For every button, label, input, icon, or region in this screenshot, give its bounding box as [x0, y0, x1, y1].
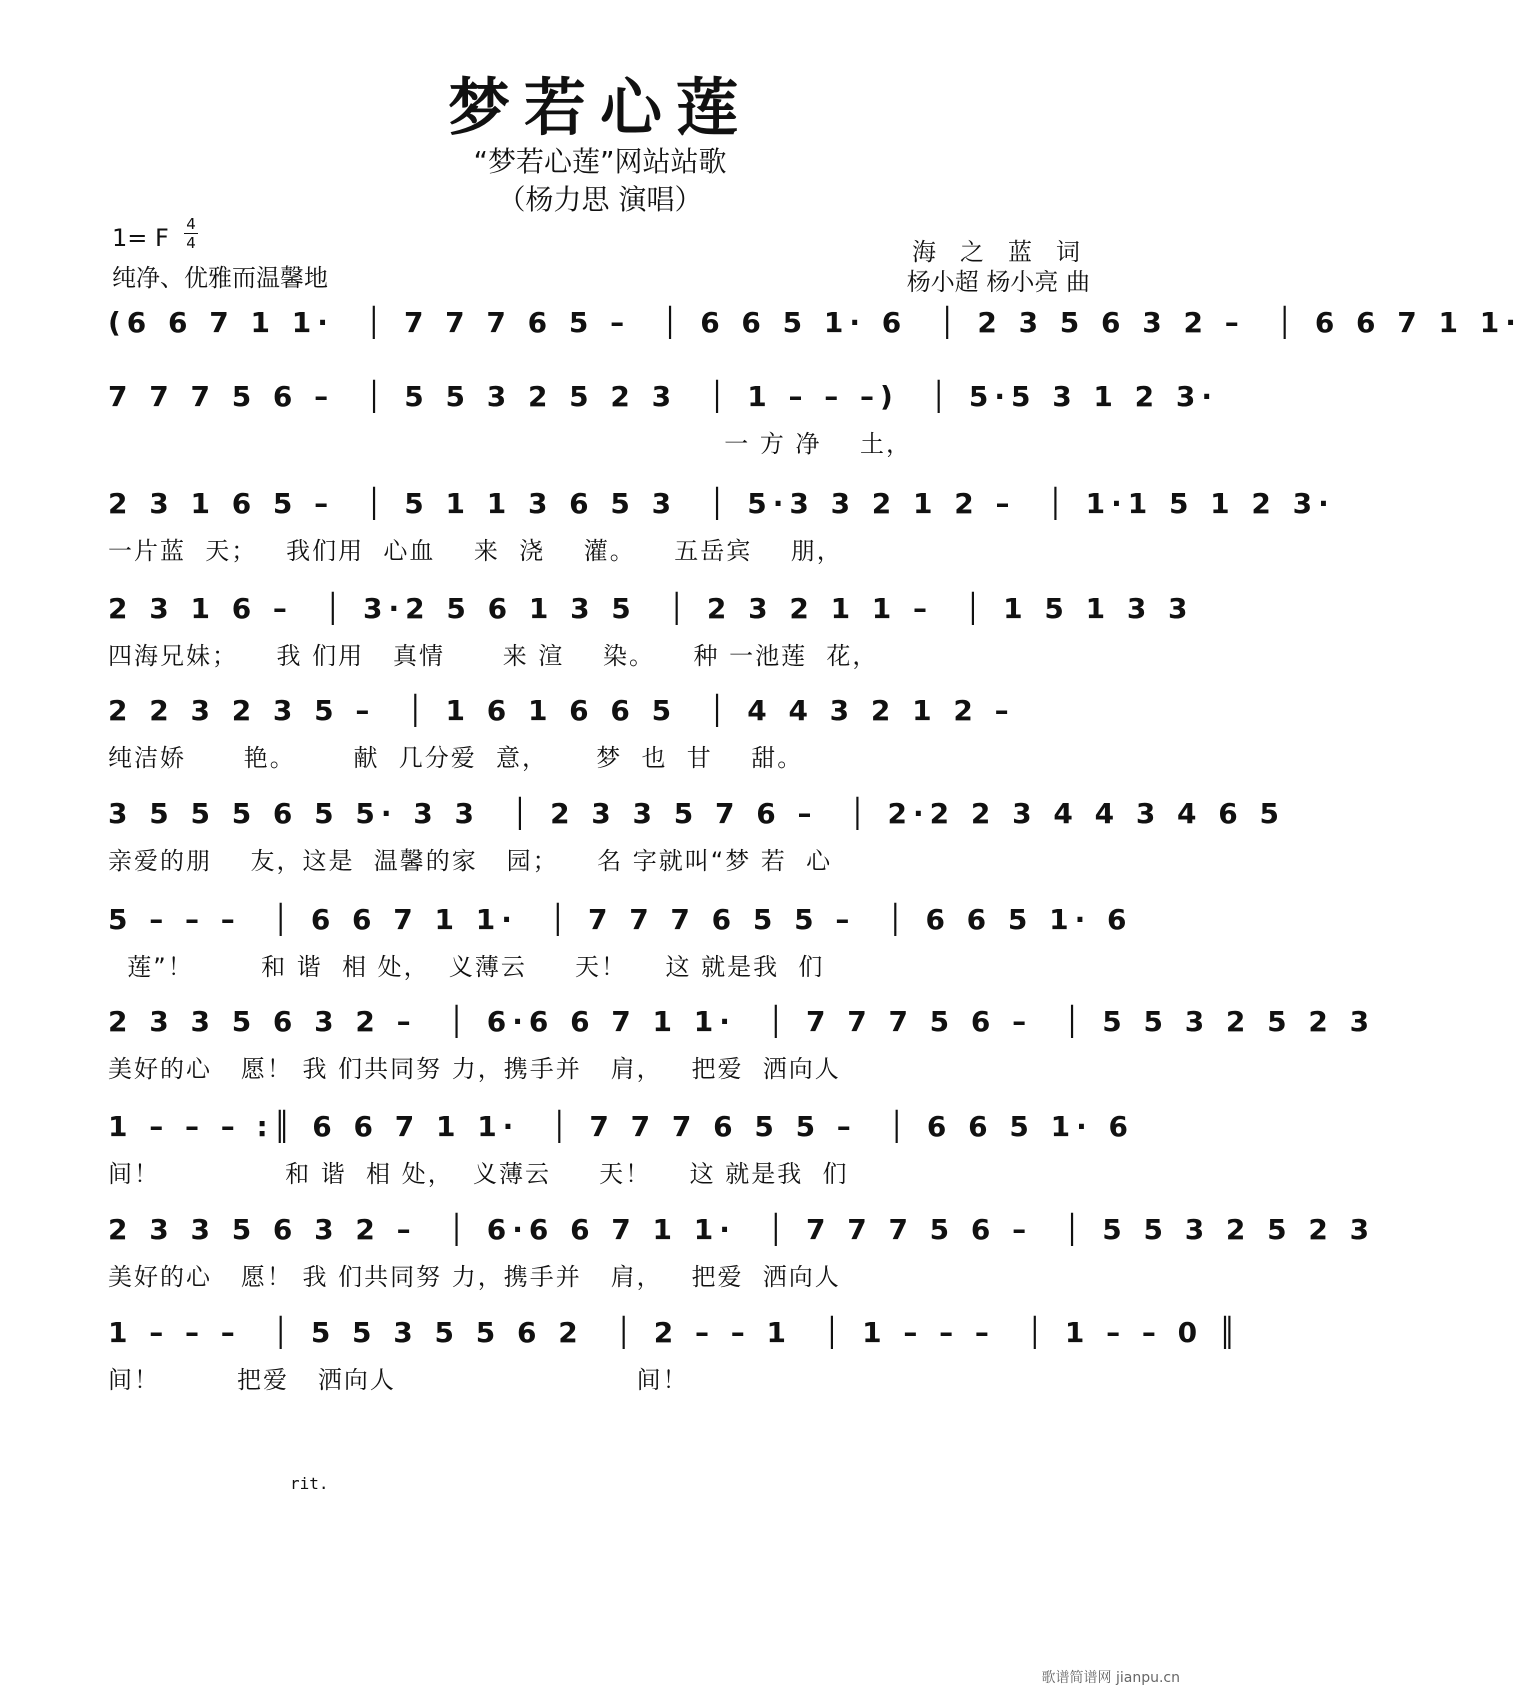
score-line: [108, 1005, 1376, 1083]
notes-row: 2 3 3 5 6 3 2 – │ 6·6 6 7 1 1· │ 7 7 7 5 6 – │ 5 5 3 2 5 2 3: [108, 1213, 1376, 1246]
time-bottom: 4: [186, 234, 196, 252]
notes-row: 5 – – – │ 6 6 7 1 1· │ 7 7 7 6 5 5 – │ 6 6 5 1· 6: [108, 903, 1133, 936]
score-line: [108, 694, 1120, 772]
song-title: 梦若心莲: [447, 71, 752, 144]
score-line: [108, 1316, 1242, 1394]
key-signature: 1= F: [112, 224, 169, 252]
notes-row: (6 6 7 1 1· │ 7 7 7 6 5 – │ 6 6 5 1· 6 │ 2 3 5 6 3 2 – │ 6 6 7 1 1·: [108, 306, 1522, 339]
notes-row: 2 2 3 2 3 5 – │ 1 6 1 6 6 5 │ 4 4 3 2 1 2 –: [108, 694, 1015, 727]
lyrics-row: 间！ 和 谐 相 处， 义薄云 天！ 这 就是我 们: [108, 1160, 849, 1188]
notes-row: 2 3 1 6 – │ 3·2 5 6 1 3 5 │ 2 3 2 1 1 – │ 1 5 1 3 3: [108, 592, 1194, 625]
score-line: [108, 306, 1522, 376]
notes-row: 2 3 1 6 5 – │ 5 1 1 3 6 5 3 │ 5·3 3 2 1 2 – │ 1·1 5 1 2 3·: [108, 487, 1335, 520]
song-subtitle: “梦若心莲”网站站歌: [473, 145, 727, 178]
tempo-marking: 纯净、优雅而温馨地: [112, 264, 328, 292]
notes-row: 1 – – – :║ 6 6 7 1 1· │ 7 7 7 6 5 5 – │ 6 6 5 1· 6: [108, 1110, 1134, 1143]
score-line: [108, 487, 1335, 565]
score-line: [108, 797, 1285, 875]
lyrics-row: 莲”！ 和 谐 相 处， 义薄云 天！ 这 就是我 们: [108, 953, 825, 981]
lyrics-row: 美好的心 愿！ 我 们共同努 力，携手并 肩， 把爱 洒向人: [108, 1055, 841, 1083]
notes-row: 2 3 3 5 6 3 2 – │ 6·6 6 7 1 1· │ 7 7 7 5 6 – │ 5 5 3 2 5 2 3: [108, 1005, 1376, 1038]
lyricist-credit: 海之蓝词: [912, 238, 1104, 266]
lyrics-row: 四海兄妹； 我 们用 真情 来 渲 染。 种 一池莲 花，: [108, 642, 879, 670]
time-top: 4: [186, 215, 196, 233]
score-line: [108, 592, 1194, 670]
singer-credit: （杨力思 演唱）: [497, 183, 703, 216]
lyrics-row: 美好的心 愿！ 我 们共同努 力，携手并 肩， 把爱 洒向人: [108, 1263, 841, 1291]
lyrics-row: 亲爱的朋 友，这是 温馨的家 园； 名 字就叫“梦 若 心: [108, 847, 833, 875]
score-line: [108, 903, 1133, 981]
composer-credit: 杨小超 杨小亮 曲: [906, 268, 1090, 296]
notes-row: 3 5 5 5 6 5 5· 3 3 │ 2 3 3 5 7 6 – │ 2·2 2 3 4 4 3 4 6 5: [108, 797, 1285, 830]
lyrics-row: 一片蓝 天； 我们用 心血 来 浇 灌。 五岳宾 朋，: [108, 537, 843, 565]
notes-row: 1 – – – │ 5 5 3 5 5 6 2 │ 2 – – 1 │ 1 – – – │ 1 – – 0 ║: [108, 1316, 1242, 1349]
ritardando-marking: rit.: [290, 1474, 329, 1493]
watermark: 歌谱简谱网 jianpu.cn: [1041, 1670, 1180, 1686]
lyrics-row: 纯洁娇 艳。 献 几分爱 意， 梦 也 甘 甜。: [108, 744, 804, 772]
lyrics-row: 间！ 把爱 洒向人 间！: [108, 1366, 689, 1394]
notes-row: 7 7 7 5 6 – │ 5 5 3 2 5 2 3 │ 1 – – –) │ 5·5 3 1 2 3·: [108, 380, 1219, 413]
score-line: [108, 380, 1219, 458]
score-line: [108, 1213, 1376, 1291]
time-signature: [184, 216, 198, 251]
lyrics-row: 一 方 净 土，: [108, 430, 913, 458]
score-line: [108, 1110, 1134, 1188]
